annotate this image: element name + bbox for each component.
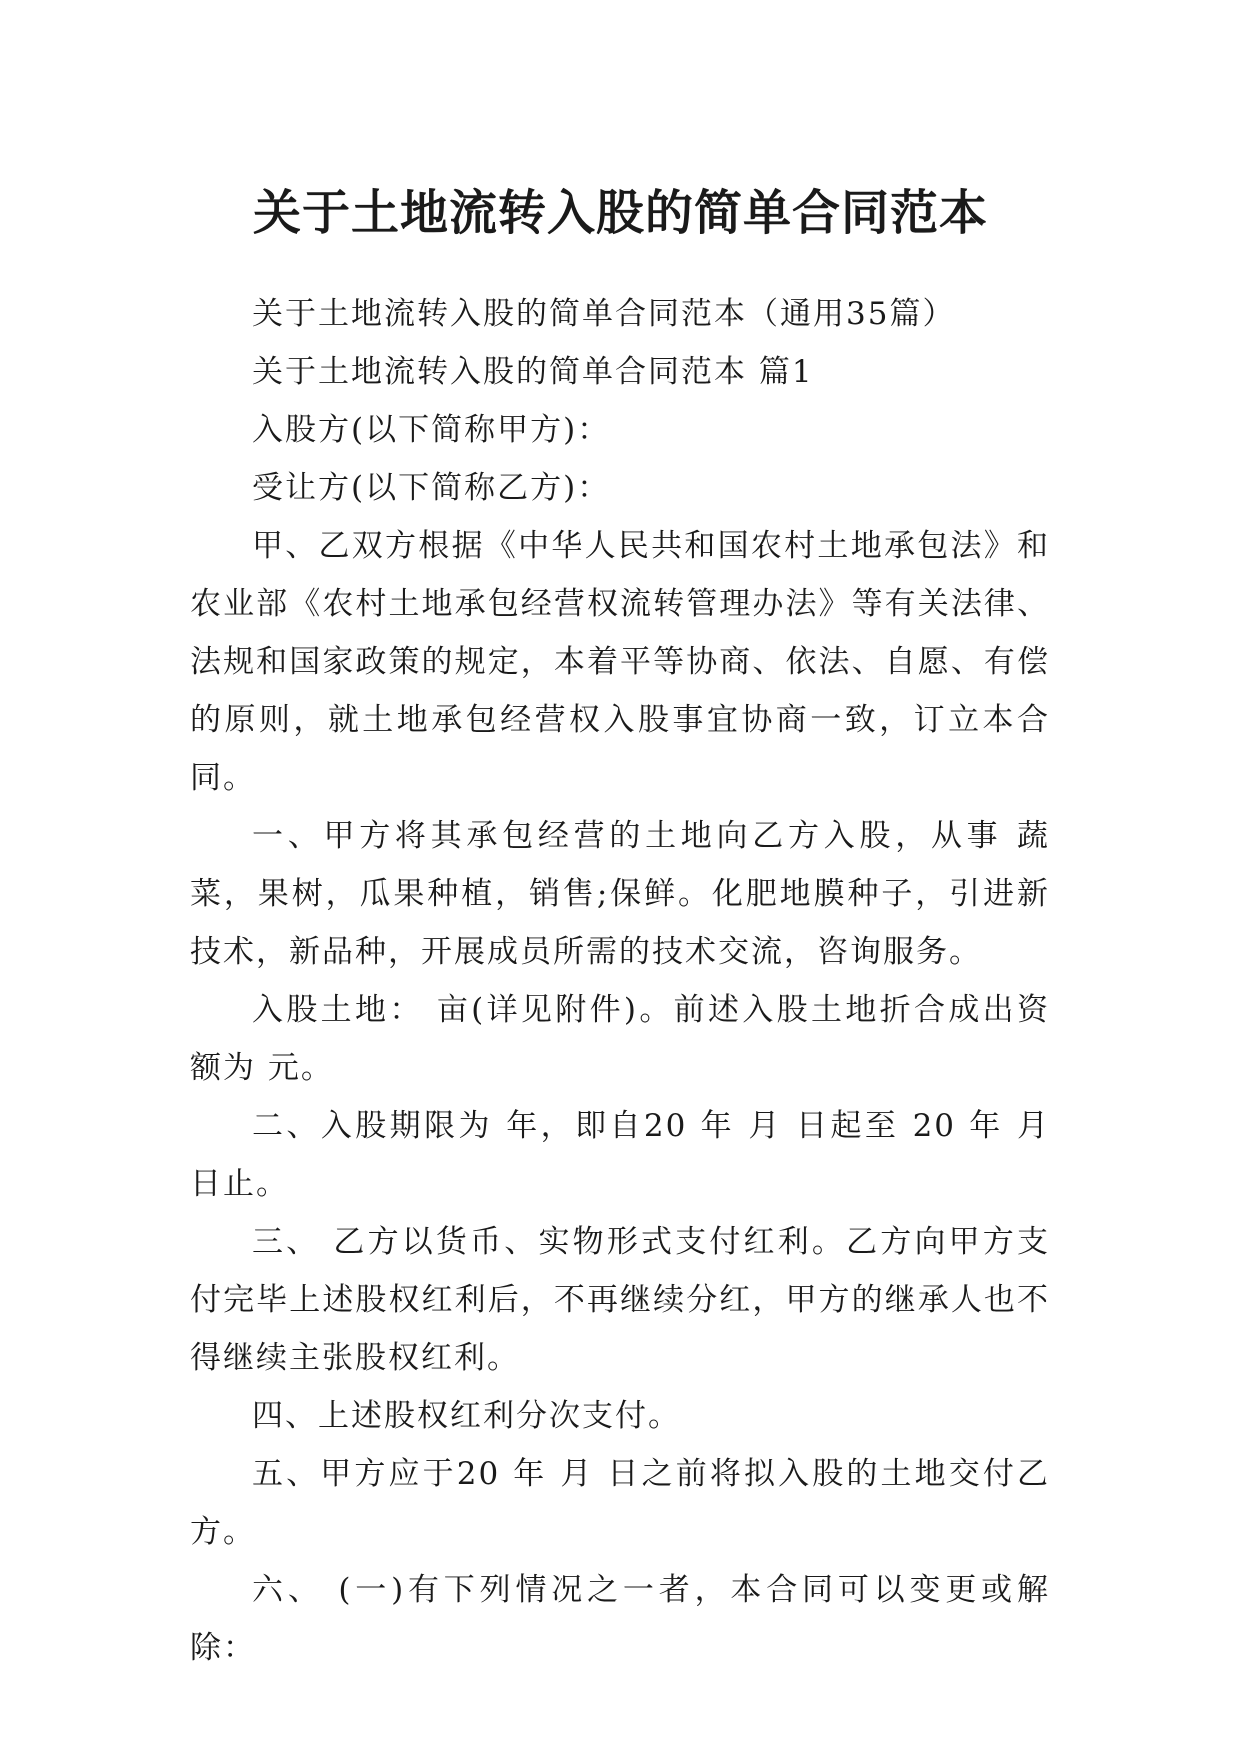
paragraph-clause-6: 六、 (一)有下列情况之一者，本合同可以变更或解除： (190, 1572, 1050, 1666)
paragraph-land-share: 入股土地： 亩(详见附件)。前述入股土地折合成出资额为 元。 (190, 992, 1050, 1086)
page-title: 关于土地流转入股的简单合同范本 (252, 185, 988, 242)
paragraph-party-b: 受让方(以下简称乙方)： (252, 470, 611, 506)
paragraph-section-heading: 关于土地流转入股的简单合同范本 篇1 (252, 354, 814, 390)
paragraph-clause-5: 五、甲方应于20 年 月 日之前将拟入股的土地交付乙方。 (190, 1456, 1050, 1550)
paragraph-clause-3: 三、 乙方以货币、实物形式支付红利。乙方向甲方支付完毕上述股权红利后，不再继续分红，甲方的继承人也不得继续主张股权红利。 (190, 1224, 1050, 1376)
paragraph-party-a: 入股方(以下简称甲方)： (252, 412, 611, 448)
paragraph-preamble: 甲、乙双方根据《中华人民共和国农村土地承包法》和农业部《农村土地承包经营权流转管理办法》等有关法律、法规和国家政策的规定，本着平等协商、依法、自愿、有偿的原则，就土地承包经营权入股事宜协商一致，订立本合同。 (190, 528, 1050, 796)
document-body (190, 285, 1050, 1677)
paragraph-subtitle: 关于土地流转入股的简单合同范本（通用35篇） (252, 296, 956, 332)
paragraph-clause-2: 二、入股期限为 年，即自20 年 月 日起至 20 年 月 日止。 (190, 1108, 1050, 1202)
paragraph-clause-1: 一、甲方将其承包经营的土地向乙方入股，从事 蔬菜，果树，瓜果种植，销售;保鲜。化肥地膜种子，引进新技术，新品种，开展成员所需的技术交流，咨询服务。 (190, 818, 1050, 970)
paragraph-clause-4: 四、上述股权红利分次支付。 (252, 1398, 681, 1434)
